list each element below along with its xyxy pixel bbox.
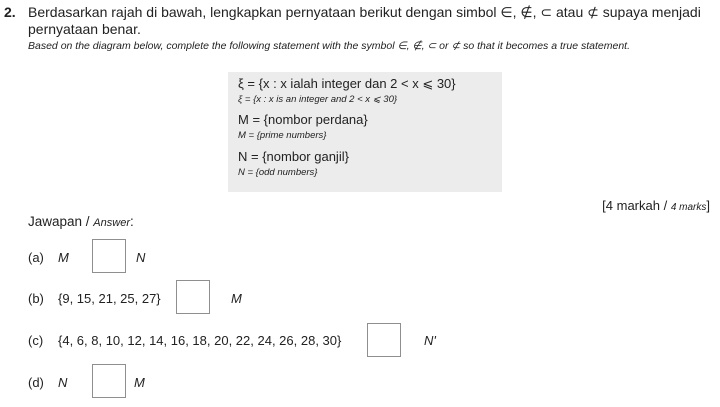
part-b-left-operand: {9, 15, 21, 25, 27} [58, 291, 161, 306]
universal-set-definition-english: ξ = {x : x is an integer and 2 < x ⩽ 30} [238, 94, 398, 105]
marks-allocation [602, 198, 710, 213]
part-b-answer-box[interactable] [176, 280, 210, 314]
question-text-malay: Berdasarkan rajah di bawah, lengkapkan pernyataan berikut dengan simbol ∈, ∉, ⊂ atau ⊄ supaya menjadi pernyataan benar. [28, 4, 701, 37]
part-b-right-operand: M [231, 291, 242, 306]
set-m-definition: M = {nombor perdana} [238, 112, 368, 127]
part-d-left-operand: N [58, 375, 68, 390]
part-a-label: (a) [28, 250, 44, 265]
part-a-right-operand: N [136, 250, 146, 265]
part-c-answer-box[interactable] [367, 323, 401, 357]
part-c-right-operand: N' [424, 333, 436, 348]
question-number: 2. [4, 4, 16, 20]
part-a-left-operand: M [58, 250, 69, 265]
part-d-answer-box[interactable] [92, 364, 126, 398]
set-n-definition: N = {nombor ganjil} [238, 149, 349, 164]
part-d-right-operand: M [134, 375, 145, 390]
part-b-label: (b) [28, 291, 44, 306]
marks-close: ] [706, 198, 710, 213]
answer-label-english: Answer [93, 217, 130, 229]
answer-label-malay: Jawapan / [28, 214, 94, 229]
set-n-definition-english: N = {odd numbers} [238, 167, 318, 178]
part-c-label: (c) [28, 333, 44, 348]
set-definitions-panel [228, 72, 502, 192]
question-text-english: Based on the diagram below, complete the following statement with the symbol ∈, ∉, ⊂ or ⊄ so that it becomes a true statement. [28, 40, 631, 52]
part-d-label: (d) [28, 375, 44, 390]
part-c-left-operand: {4, 6, 8, 10, 12, 14, 16, 18, 20, 22, 24, 26, 28, 30} [58, 333, 342, 348]
marks-english: 4 marks [670, 202, 707, 213]
answer-label [28, 214, 134, 229]
universal-set-definition: ξ = {x : x ialah integer dan 2 < x ⩽ 30} [238, 76, 456, 91]
answer-label-colon: : [129, 214, 134, 229]
part-a-answer-box[interactable] [92, 239, 126, 273]
set-m-definition-english: M = {prime numbers} [238, 130, 327, 141]
marks-malay: [4 markah / [602, 198, 671, 213]
